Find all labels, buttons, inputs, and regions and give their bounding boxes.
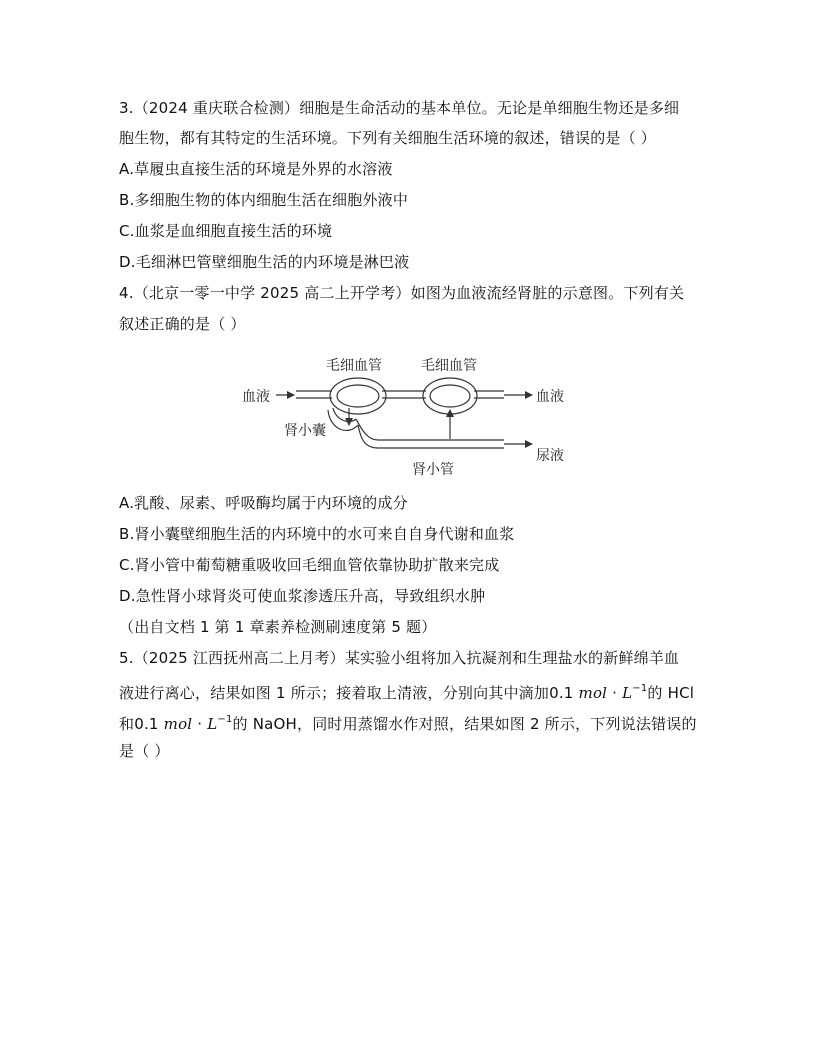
capillary-label-1: 毛细血管	[326, 358, 382, 374]
q4-source-note: （出自文档 1 第 1 章素养检测刷速度第 5 题）	[119, 618, 437, 636]
q3-stem-line2: 胞生物，都有其特定的生活环境。下列有关细胞生活环境的叙述，错误的是（ ）	[119, 129, 656, 147]
q4-option-c: C.肾小管中葡萄糖重吸收回毛细血管依靠协助扩散来完成	[119, 556, 500, 574]
q5-stem-line2	[119, 679, 694, 703]
q3-stem-line1: 3.（2024 重庆联合检测）细胞是生命活动的基本单位。无论是单细胞生物还是多细	[119, 99, 680, 117]
peritubular-inner-loop	[430, 385, 470, 407]
q4-option-a: A.乳酸、尿素、呼吸酶均属于内环境的成分	[119, 494, 408, 512]
glomerulus-inner-loop	[337, 385, 379, 407]
capsule-label: 肾小囊	[284, 423, 326, 439]
blood-in-label: 血液	[242, 389, 270, 405]
q5-stem-line4: 是（ ）	[119, 742, 170, 760]
capsule-wall-inner	[333, 408, 356, 422]
blood-vessel	[296, 378, 504, 414]
blood-out-label: 血液	[536, 389, 564, 405]
peritubular-outer-loop	[423, 378, 477, 414]
tubule-upper-wall	[356, 419, 504, 440]
q5-conc-value-1: 0.1	[549, 684, 579, 702]
q5-unit-l-2: L	[207, 715, 218, 733]
q5-line2-text: 液进行离心，结果如图 1 所示；接着取上清液，分别向其中滴加	[119, 684, 550, 702]
q5-unit-mol-2: mol	[163, 715, 193, 733]
q5-stem-line1: 5.（2025 江西抚州高二上月考）某实验小组将加入抗凝剂和生理盐水的新鲜绵羊血	[119, 649, 680, 667]
q3-option-b: B.多细胞生物的体内细胞生活在细胞外液中	[119, 191, 409, 209]
q5-line2-tail: 的 HCl	[647, 684, 695, 702]
q5-unit-mol-1: mol	[578, 684, 608, 702]
q4-stem-line1: 4.（北京一零一中学 2025 高二上开学考）如图为血液流经肾脏的示意图。下列有关	[119, 284, 685, 302]
q5-line3-tail: 的 NaOH，同时用蒸馏水作对照，结果如图 2 所示，下列说法错误的	[232, 715, 697, 733]
q5-unit-l-1: L	[622, 684, 633, 702]
capillary-label-2: 毛细血管	[421, 358, 477, 374]
q4-stem-line2: 叙述正确的是（ ）	[119, 315, 246, 333]
q3-option-d: D.毛细淋巴管壁细胞生活的内环境是淋巴液	[119, 253, 410, 271]
q4-option-b: B.肾小囊壁细胞生活的内环境中的水可来自自身代谢和血浆	[119, 525, 515, 543]
q5-unit-exp-1: −1	[632, 683, 648, 694]
urine-label: 尿液	[536, 448, 564, 464]
q3-option-a: A.草履虫直接生活的环境是外界的水溶液	[119, 160, 393, 178]
q5-conc-value-2: 0.1	[134, 715, 164, 733]
glomerulus-outer-loop	[330, 378, 386, 414]
q5-line3-head: 和	[119, 715, 135, 733]
q5-stem-line3	[119, 710, 697, 734]
tubule-label: 肾小管	[412, 462, 454, 478]
q5-unit-dot-1: ·	[607, 684, 623, 702]
tubule-lower-wall	[358, 425, 504, 448]
kidney-blood-flow-diagram	[232, 346, 564, 478]
q5-unit-dot-2: ·	[192, 715, 208, 733]
q3-option-c: C.血浆是血细胞直接生活的环境	[119, 222, 333, 240]
q5-unit-exp-2: −1	[217, 714, 233, 725]
q4-option-d: D.急性肾小球肾炎可使血浆渗透压升高，导致组织水肿	[119, 587, 486, 605]
